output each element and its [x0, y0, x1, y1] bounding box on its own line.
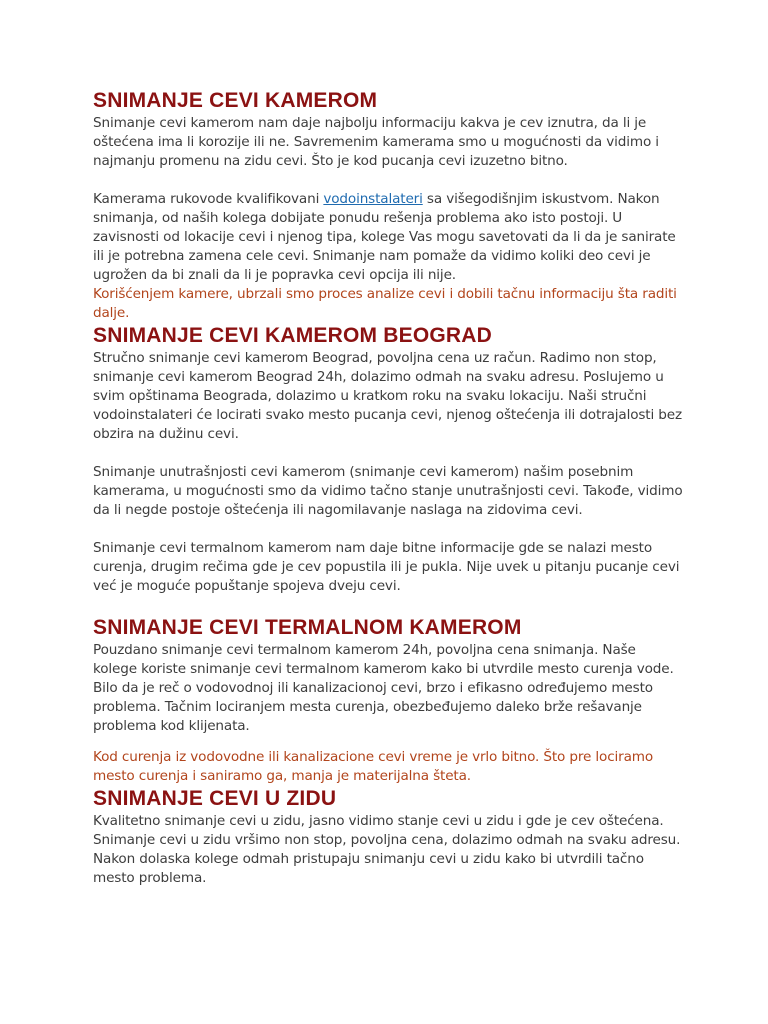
paragraph-spacer: [93, 596, 683, 615]
paragraph-text-after-link: sa višegodišnjim iskustvom. Nakon snimanja, od naših kolega dobijate ponudu rešenja problema ako isto postoji. U zavisnosti od lokacije cevi i njenog tipa, kolege Vas mogu savetovati da li da je sanirate ili je potrebna zamena cele cevi. Snimanje nam pomaže da vidimo koliki deo cevi je ugrožen da bi znali da li je popravka cevi opcija ili nije.: [93, 191, 676, 283]
document-page: [93, 88, 683, 888]
paragraph-spacer: [93, 171, 683, 190]
section-1-paragraph-1: Snimanje cevi kamerom nam daje najbolju informaciju kakva je cev iznutra, da li je oštećena ima li korozije ili ne. Savremenim kamerama smo u mogućnosti da vidimo i najmanju promenu na zidu cevi. Što je kod pucanja cevi izuzetno bitno.: [93, 115, 659, 169]
section-3-paragraph-1: Pouzdano snimanje cevi termalnom kamerom 24h, povoljna cena snimanja. Naše kolege koriste snimanje cevi termalnom kamerom kako bi utvrdile mesto curenja vode. Bilo da je reč o vodovodnoj ili kanalizacionoj cevi, brzo i efikasno određujemo mesto problema. Tačnim lociranjem mesta curenja, obezbeđujemo daleko brže rešavanje problema kod klijenata.: [93, 642, 674, 734]
paragraph-spacer: [93, 444, 683, 463]
section-heading-snimanje-cevi-kamerom-beograd: SNIMANJE CEVI KAMEROM BEOGRAD: [93, 324, 492, 347]
paragraph-text-before-link: Kamerama rukovode kvalifikovani: [93, 191, 324, 207]
section-4-paragraph-1: Kvalitetno snimanje cevi u zidu, jasno vidimo stanje cevi u zidu i gde je cev oštećena. Snimanje cevi u zidu vršimo non stop, povoljna cena, dolazimo odmah na svaku adresu. Nakon dolaska kolege odmah pristupaju snimanju cevi u zidu kako bi utvrdili tačno mesto problema.: [93, 813, 681, 886]
section-1-paragraph-2: [93, 190, 683, 285]
section-3-highlight-paragraph: Kod curenja iz vodovodne ili kanalizacione cevi vreme je vrlo bitno. Što pre lociramo mesto curenja i saniramo ga, manja je materijalna šteta.: [93, 749, 654, 784]
section-2-paragraph-1: Stručno snimanje cevi kamerom Beograd, povoljna cena uz račun. Radimo non stop, snimanje cevi kamerom Beograd 24h, dolazimo odmah na svaku adresu. Poslujemo u svim opštinama Beograda, dolazimo u kratkom roku na svaku lokaciju. Naši stručni vodoinstalateri će locirati svako mesto pucanja cevi, njenog oštećenja ili dotrajalosti bez obzira na dužinu cevi.: [93, 350, 682, 442]
vodoinstalateri-link[interactable]: vodoinstalateri: [323, 191, 423, 207]
section-heading-snimanje-cevi-kamerom: SNIMANJE CEVI KAMEROM: [93, 89, 378, 112]
section-2-paragraph-2: Snimanje unutrašnjosti cevi kamerom (snimanje cevi kamerom) našim posebnim kamerama, u mogućnosti smo da vidimo tačno stanje unutrašnjosti cevi. Takođe, vidimo da li negde postoje oštećenja ili nagomilavanje naslaga na zidovima cevi.: [93, 464, 683, 518]
section-1-highlight-paragraph: Korišćenjem kamere, ubrzali smo proces analize cevi i dobili tačnu informaciju šta raditi dalje.: [93, 286, 677, 321]
paragraph-spacer: [93, 736, 683, 748]
section-heading-snimanje-cevi-termalnom-kamerom: SNIMANJE CEVI TERMALNOM KAMEROM: [93, 616, 522, 639]
paragraph-spacer: [93, 520, 683, 539]
section-2-paragraph-3: Snimanje cevi termalnom kamerom nam daje bitne informacije gde se nalazi mesto curenja, drugim rečima gde je cev popustila ili je pukla. Nije uvek u pitanju pucanje cevi već je moguće popuštanje spojeva dveju cevi.: [93, 540, 680, 594]
section-heading-snimanje-cevi-u-zidu: SNIMANJE CEVI U ZIDU: [93, 787, 337, 810]
